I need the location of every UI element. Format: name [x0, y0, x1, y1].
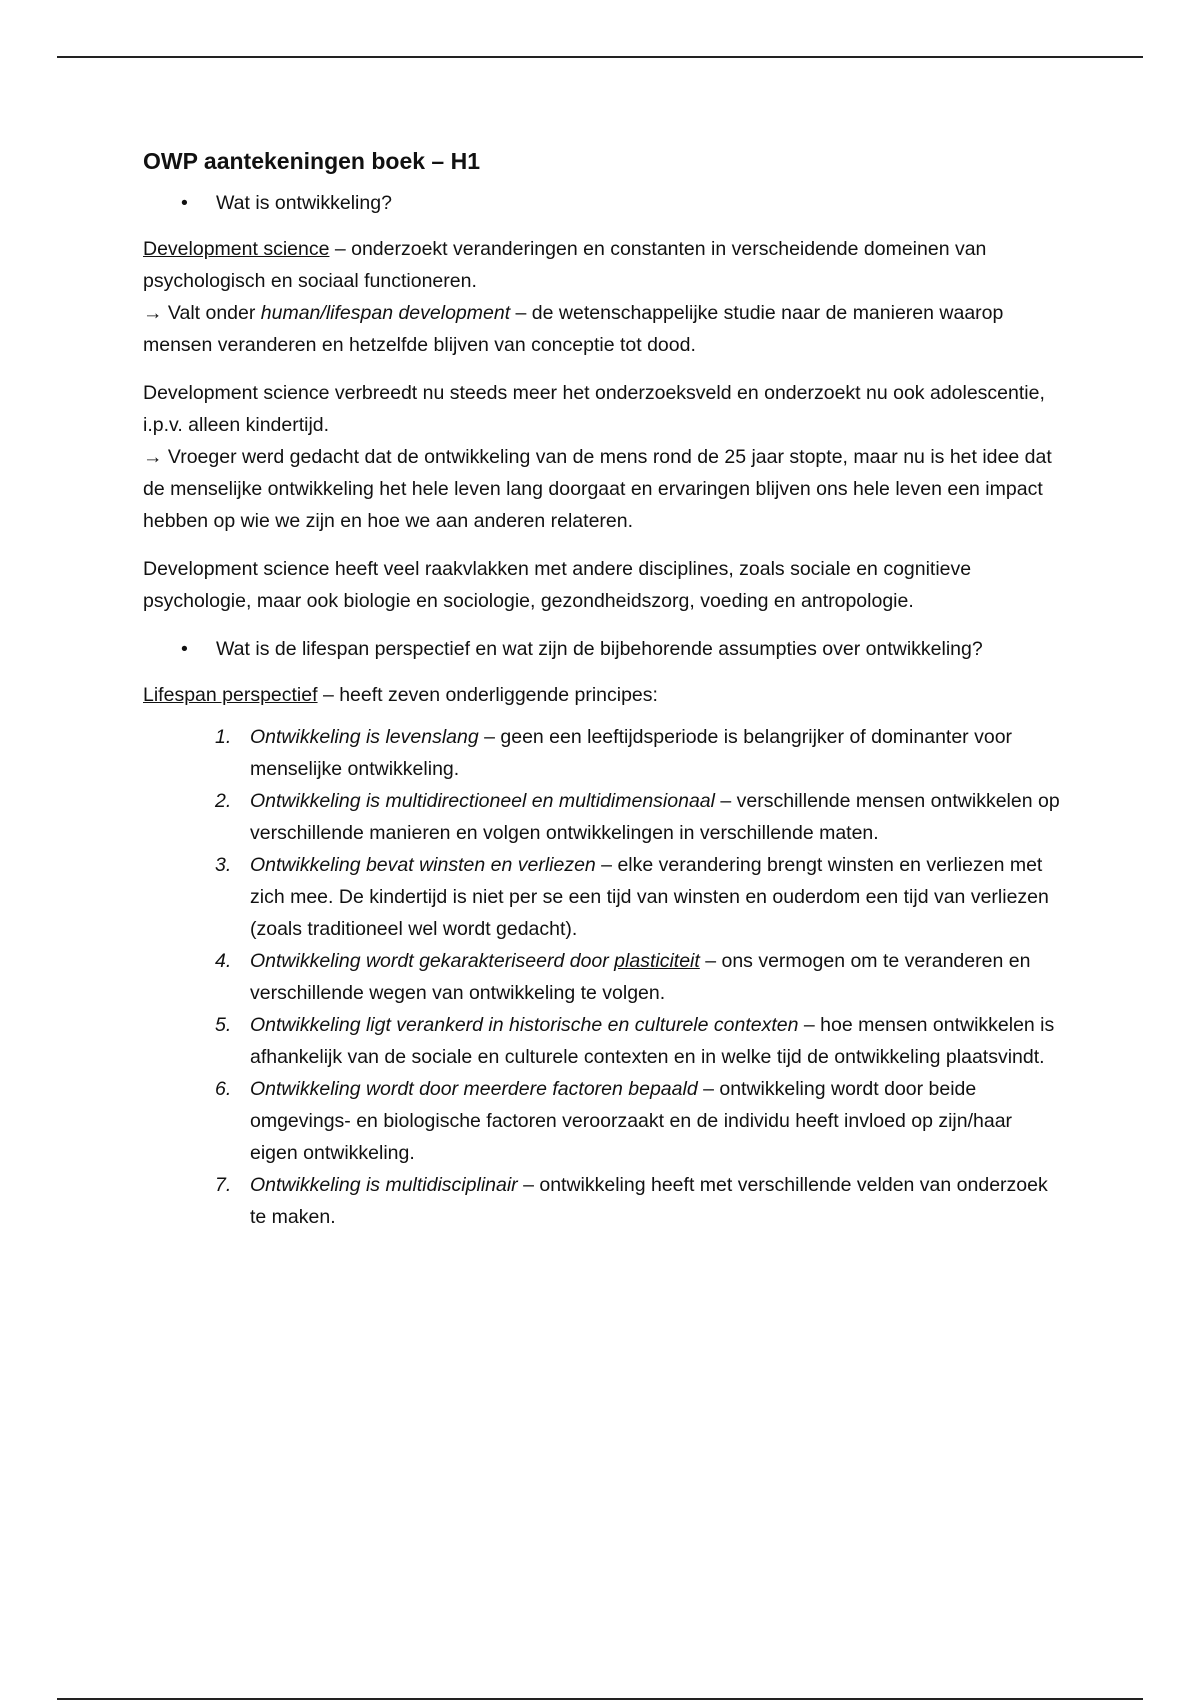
- principle-desc: – ontwikkeling wordt door beide omgevings- en biologische factoren veroorzaakt en de individu heeft invloed op zijn/haar eigen ontwikkeling.: [250, 1078, 1013, 1164]
- definition-text: – onderzoekt veranderingen en constanten in verscheidende domeinen van psychologisch en sociaal functioneren.: [143, 238, 987, 292]
- principle-title: Ontwikkeling bevat winsten en verliezen: [250, 854, 596, 876]
- page-title: OWP aantekeningen boek – H1: [143, 148, 481, 174]
- document-body: [143, 145, 1063, 1233]
- principle-desc: – ontwikkeling heeft met verschillende velden van onderzoek te maken.: [250, 1174, 1048, 1228]
- bullet-question-2: • Wat is de lifespan perspectief en wat zijn de bijbehorende assumpties over ontwikkeling?: [143, 633, 1063, 665]
- term-plasticiteit: plasticiteit: [614, 950, 700, 972]
- list-number: 5.: [215, 1014, 232, 1036]
- paragraph-development-science: [143, 233, 1063, 297]
- list-number: 1.: [215, 726, 232, 748]
- list-item: [143, 721, 1063, 785]
- principle-title: Ontwikkeling wordt door meerdere factoren bepaald: [250, 1078, 698, 1100]
- list-number: 2.: [215, 790, 232, 812]
- page-top-rule: [57, 56, 1143, 58]
- principle-desc: – elke verandering brengt winsten en verliezen met zich mee. De kindertijd is niet per se een tijd van winsten en ouderdom een tijd van verliezen (zoals traditioneel wel wordt gedacht).: [250, 854, 1049, 940]
- principle-title: Ontwikkeling is levenslang: [250, 726, 479, 748]
- list-number: 4.: [215, 950, 232, 972]
- paragraph-adolescence: Development science verbreedt nu steeds meer het onderzoeksveld en onderzoekt nu ook adolescentie, i.p.v. alleen kindertijd.: [143, 382, 1045, 436]
- principle-desc: – verschillende mensen ontwikkelen op verschillende manieren en volgen ontwikkelingen in verschillende maten.: [250, 790, 1060, 844]
- definition-text: – heeft zeven onderliggende principes:: [317, 684, 658, 706]
- term-lifespan-perspectief: Lifespan perspectief: [143, 684, 318, 706]
- principle-desc: – hoe mensen ontwikkelen is afhankelijk van de sociale en culturele contexten en in welke tijd de ontwikkeling plaatsvindt.: [250, 1014, 1055, 1068]
- list-item: [143, 1073, 1063, 1169]
- principle-title: Ontwikkeling ligt verankerd in historische en culturele contexten: [250, 1014, 799, 1036]
- term-human-lifespan-development: human/lifespan development: [260, 302, 511, 324]
- term-development-science: Development science: [143, 238, 330, 260]
- principle-desc: – geen een leeftijdsperiode is belangrijker of dominanter voor menselijke ontwikkeling.: [250, 726, 1013, 780]
- list-item: [143, 785, 1063, 849]
- principle-desc: – ons vermogen om te veranderen en verschillende wegen van ontwikkeling te volgen.: [250, 950, 1031, 1004]
- bullet-question-1: • Wat is ontwikkeling?: [143, 187, 1063, 219]
- list-item: [143, 1169, 1063, 1233]
- principle-title: Ontwikkeling is multidirectioneel en multidimensionaal: [250, 790, 715, 812]
- list-number: 6.: [215, 1078, 232, 1100]
- definition-text: – de wetenschappelijke studie naar de manieren waarop mensen veranderen en hetzelfde blijven van conceptie tot dood.: [143, 302, 1004, 356]
- list-item: [143, 849, 1063, 945]
- paragraph-lifespan-perspective: [143, 679, 1063, 711]
- arrow-prefix: → Valt onder: [143, 302, 261, 324]
- principle-title: Ontwikkeling is multidisciplinair: [250, 1174, 518, 1196]
- paragraph-lifespan-development: [143, 297, 1063, 361]
- list-item: [143, 945, 1063, 1009]
- paragraph-history: → Vroeger werd gedacht dat de ontwikkeling van de mens rond de 25 jaar stopte, maar nu is het idee dat de menselijke ontwikkeling het hele leven lang doorgaat en ervaringen blijven ons hele leven een impact hebben op wie we zijn en hoe we aan anderen relateren.: [143, 446, 1052, 532]
- paragraph-disciplines: Development science heeft veel raakvlakken met andere disciplines, zoals sociale en cognitieve psychologie, maar ook biologie en sociologie, gezondheidszorg, voeding en antropologie.: [143, 558, 972, 612]
- list-item: [143, 1009, 1063, 1073]
- list-number: 3.: [215, 854, 232, 876]
- list-number: 7.: [215, 1174, 232, 1196]
- principles-list: [143, 721, 1063, 1233]
- principle-title: Ontwikkeling wordt gekarakteriseerd door: [250, 950, 615, 972]
